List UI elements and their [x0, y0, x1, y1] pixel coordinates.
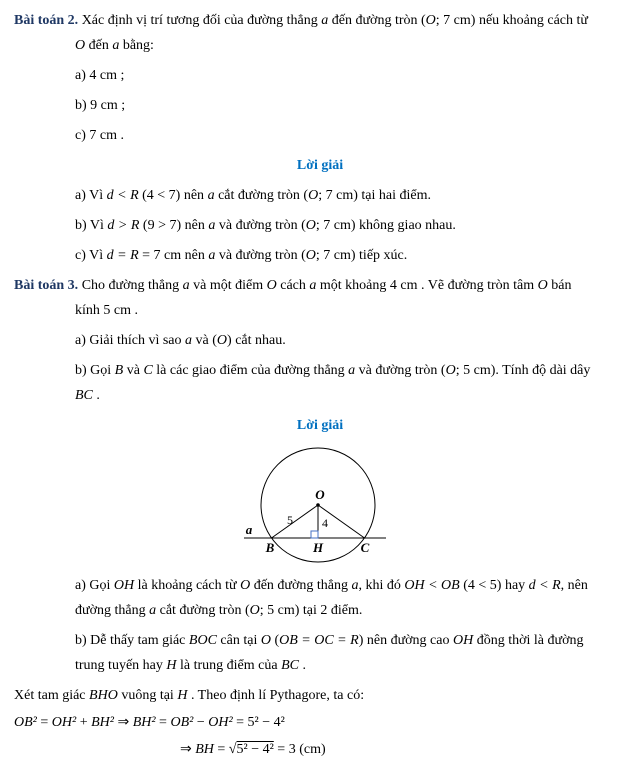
geometry-diagram	[14, 443, 626, 569]
problem2-solution-c: c) Vì d = R = 7 cm nên a và đường tròn (O; 7 cm) tiếp xúc.	[75, 248, 408, 263]
problem2-item-c: c) 7 cm .	[75, 128, 124, 143]
label-a: a	[245, 522, 252, 537]
problem2-solution-b: b) Vì d > R (9 > 7) nên a và đường tròn (O; 7 cm) không giao nhau.	[75, 218, 456, 233]
problem3-solution-a: a) Gọi OH là khoảng cách từ O đến đường thẳng a, khi đó OH < OB (4 < 5) hay d < R, nên đường thẳng a cắt đường tròn (O; 5 cm) tại 2 điểm.	[75, 578, 588, 618]
problem2-item-b: b) 9 cm ;	[75, 98, 126, 113]
label-O: O	[314, 487, 325, 502]
right-angle-marker	[311, 531, 318, 538]
circle-figure-svg	[233, 443, 408, 569]
problem3-pythagore-intro: Xét tam giác BHO vuông tại H . Theo định lí Pythagore, ta có:	[14, 688, 365, 703]
point-O-dot	[316, 503, 320, 507]
label-B: B	[265, 540, 274, 555]
problem3-item-a: a) Giải thích vì sao a và (O) cắt nhau.	[75, 333, 286, 348]
problem3-formula-2: ⇒ BH = √5² − 4² = 3 (cm)	[180, 742, 326, 757]
problem3-statement: Bài toán 3. Cho đường thẳng a và một điểm O cách a một khoảng 4 cm . Vẽ đường tròn tâm O bán kính 5 cm .	[14, 278, 572, 318]
problem3-formula-1: OB² = OH² + BH² ⇒ BH² = OB² − OH² = 5² − 4²	[14, 715, 285, 730]
problem3-solution-heading: Lời giải	[296, 418, 344, 433]
label-distance-4: 4	[321, 516, 328, 530]
problem2-statement: Bài toán 2. Xác định vị trí tương đối của đường thẳng a đến đường tròn (O; 7 cm) nếu khoảng cách từ O đến a bằng:	[14, 13, 588, 53]
problem2-solution-heading: Lời giải	[296, 158, 344, 173]
label-radius-5: 5	[286, 513, 293, 527]
label-C: C	[360, 540, 369, 555]
problem2-solution-a: a) Vì d < R (4 < 7) nên a cắt đường tròn (O; 7 cm) tại hai điểm.	[75, 188, 431, 203]
problem3-solution-b: b) Dễ thấy tam giác BOC cân tại O (OB = OC = R) nên đường cao OH đồng thời là đường trung tuyến hay H là trung điểm của BC .	[75, 633, 584, 673]
label-H: H	[312, 540, 323, 555]
problem2-item-a: a) 4 cm ;	[75, 68, 125, 83]
problem3-item-b: b) Gọi B và C là các giao điểm của đường thẳng a và đường tròn (O; 5 cm). Tính độ dài dây BC .	[75, 363, 591, 403]
